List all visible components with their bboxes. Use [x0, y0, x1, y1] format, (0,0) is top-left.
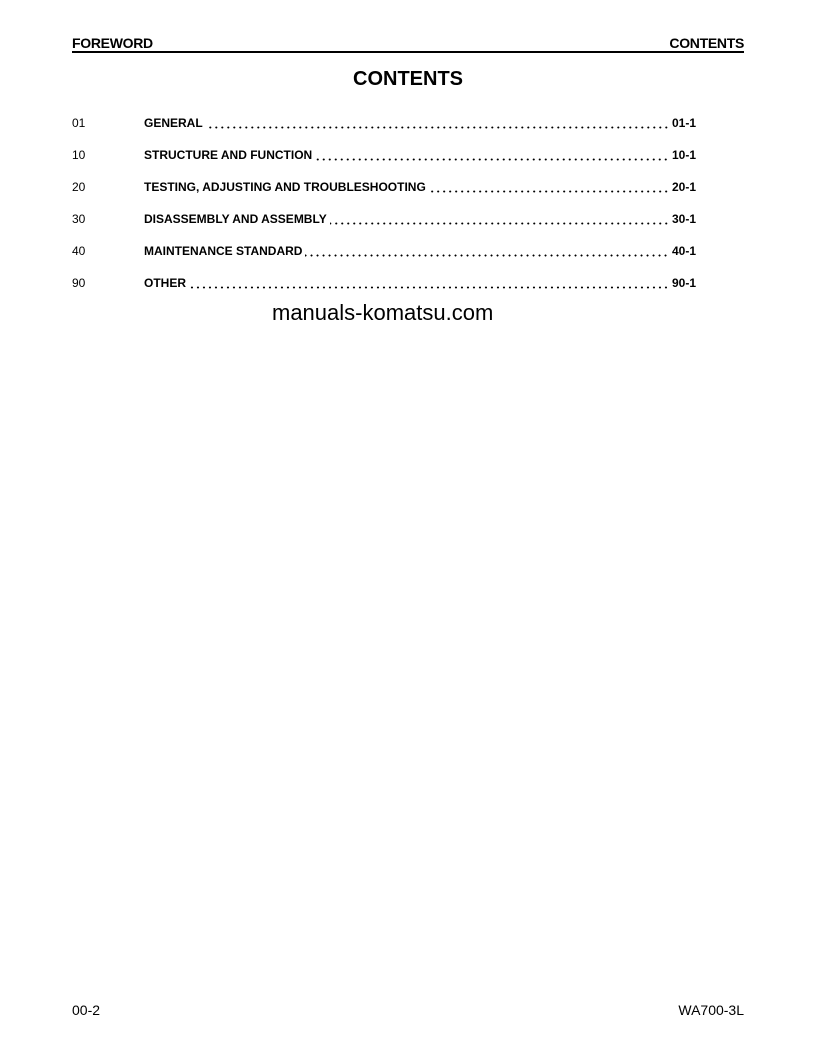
- toc-number: 10: [72, 148, 86, 162]
- toc-number: 01: [72, 116, 86, 130]
- toc-label: TESTING, ADJUSTING AND TROUBLESHOOTING: [144, 180, 426, 194]
- dot-leader: [206, 119, 669, 129]
- page-number: 00-2: [72, 1002, 101, 1018]
- header-chapter: CONTENTS: [669, 35, 744, 51]
- toc-row[interactable]: [72, 116, 696, 132]
- toc-row[interactable]: [72, 244, 696, 260]
- page-title: CONTENTS: [353, 68, 463, 90]
- toc-row[interactable]: [72, 148, 696, 164]
- toc-number: 90: [72, 276, 86, 290]
- toc-label: OTHER: [144, 276, 186, 290]
- toc-page: 90-1: [671, 276, 696, 290]
- toc-page: 10-1: [671, 148, 696, 162]
- toc-page: 30-1: [671, 212, 696, 226]
- dot-leader: [189, 279, 669, 289]
- toc-label: DISASSEMBLY AND ASSEMBLY: [144, 212, 327, 226]
- dot-leader: [315, 151, 669, 161]
- toc-row[interactable]: [72, 212, 696, 228]
- toc-row[interactable]: [72, 276, 696, 292]
- dot-leader: [305, 247, 669, 257]
- toc-page: 01-1: [671, 116, 696, 130]
- header-section: FOREWORD: [72, 35, 153, 51]
- toc-label: GENERAL: [144, 116, 203, 130]
- toc-row[interactable]: [72, 180, 696, 196]
- dot-leader: [330, 215, 669, 225]
- toc-page: 40-1: [671, 244, 696, 258]
- toc-page: 20-1: [671, 180, 696, 194]
- toc-number: 40: [72, 244, 86, 258]
- toc-number: 20: [72, 180, 86, 194]
- page-footer: [72, 1002, 744, 1018]
- watermark: manuals-komatsu.com: [272, 300, 494, 325]
- toc-number: 30: [72, 212, 86, 226]
- toc-label: STRUCTURE AND FUNCTION: [144, 148, 313, 162]
- dot-leader: [429, 183, 669, 193]
- page-header: [72, 35, 744, 53]
- toc-label: MAINTENANCE STANDARD: [144, 244, 303, 258]
- model-number: WA700-3L: [678, 1002, 744, 1018]
